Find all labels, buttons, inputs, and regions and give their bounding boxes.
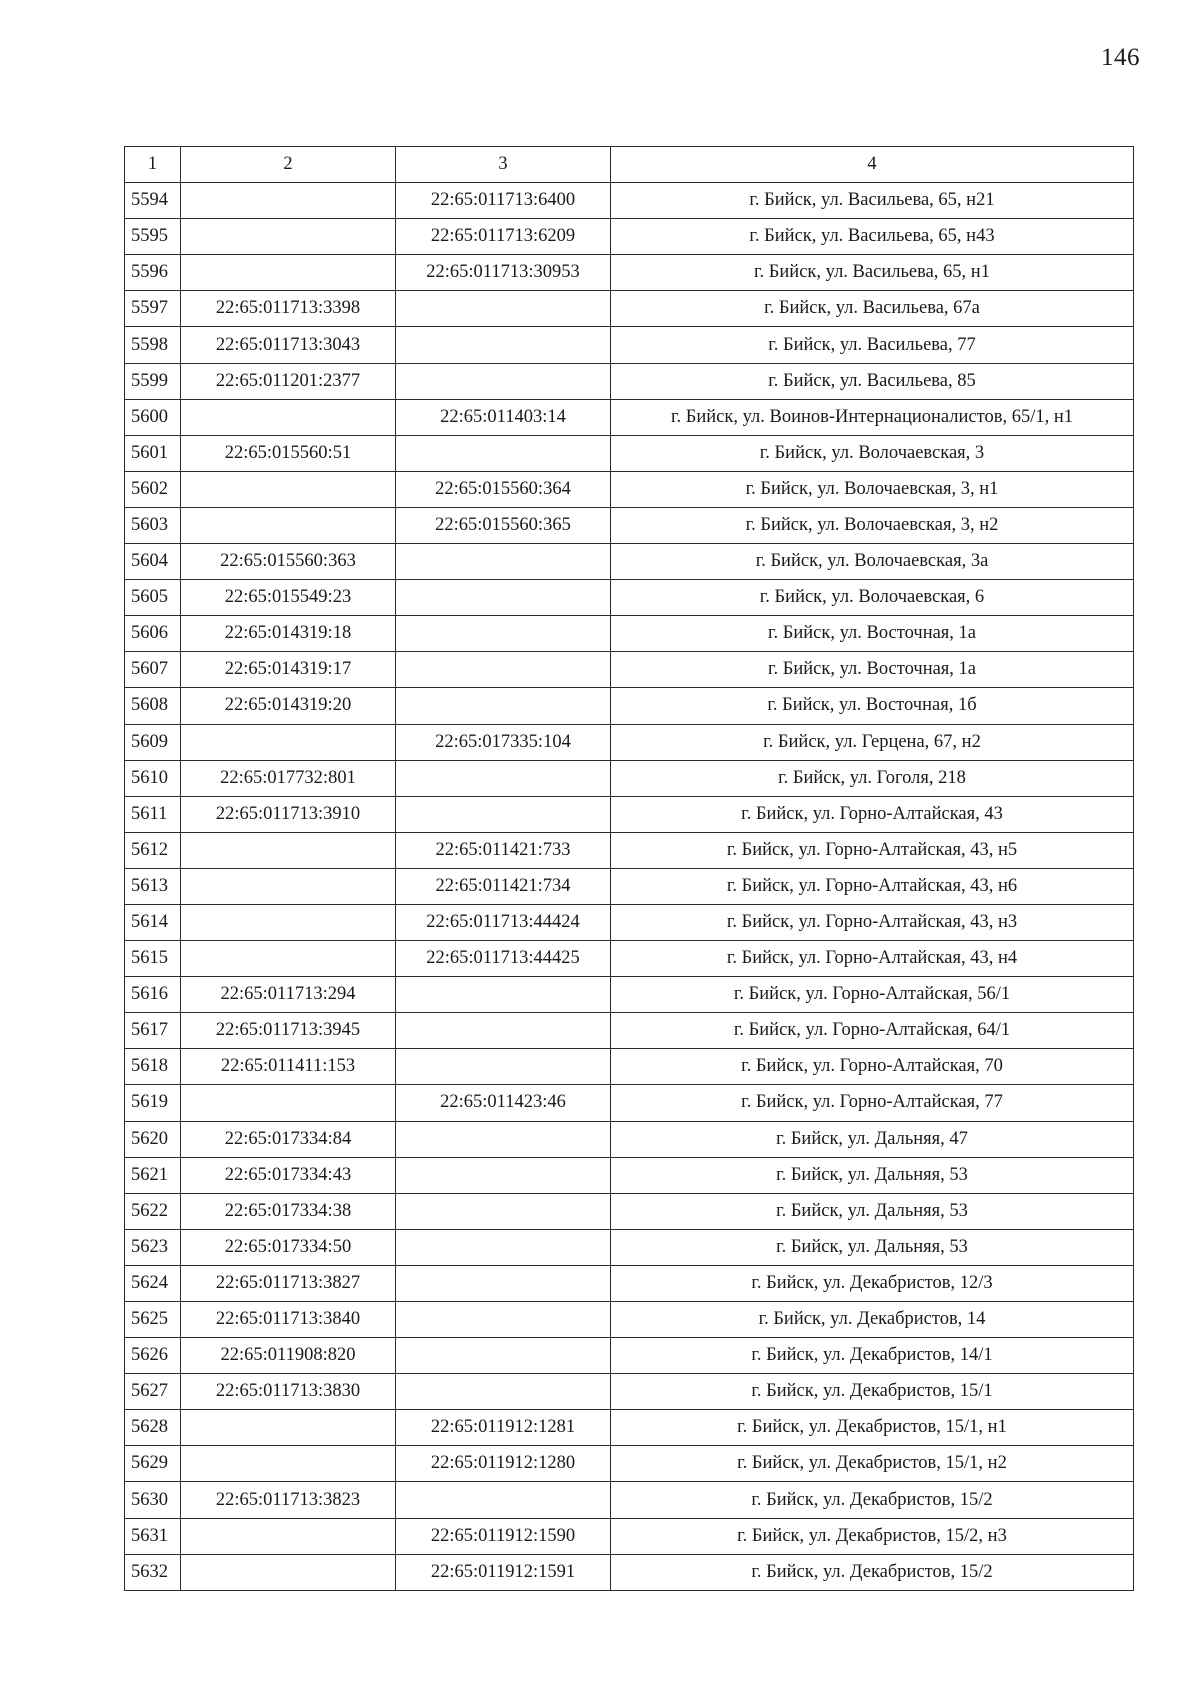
row-number-cell: 5598	[125, 327, 181, 363]
cadastral-number-cell: 22:65:017334:38	[181, 1193, 396, 1229]
address-cell: г. Бийск, ул. Декабристов, 15/1	[611, 1374, 1134, 1410]
address-cell: г. Бийск, ул. Гоголя, 218	[611, 760, 1134, 796]
cadastral-number-cell: 22:65:015549:23	[181, 580, 396, 616]
row-number-cell: 5622	[125, 1193, 181, 1229]
table-row	[125, 760, 1134, 796]
row-number-cell: 5624	[125, 1265, 181, 1301]
cadastral-number-alt-cell	[396, 1374, 611, 1410]
cadastral-number-cell: 22:65:011713:3840	[181, 1302, 396, 1338]
table-row	[125, 580, 1134, 616]
header-cell-1: 1	[125, 147, 181, 183]
cadastral-number-alt-cell: 22:65:011912:1280	[396, 1446, 611, 1482]
cadastral-number-cell	[181, 832, 396, 868]
row-number-cell: 5627	[125, 1374, 181, 1410]
row-number-cell: 5597	[125, 291, 181, 327]
address-cell: г. Бийск, ул. Герцена, 67, н2	[611, 724, 1134, 760]
row-number-cell: 5620	[125, 1121, 181, 1157]
table-row	[125, 399, 1134, 435]
row-number-cell: 5606	[125, 616, 181, 652]
table-row	[125, 507, 1134, 543]
cadastral-number-alt-cell	[396, 616, 611, 652]
table-row	[125, 1554, 1134, 1590]
row-number-cell: 5605	[125, 580, 181, 616]
table-row	[125, 832, 1134, 868]
cadastral-number-cell	[181, 904, 396, 940]
cadastral-number-cell: 22:65:011713:3830	[181, 1374, 396, 1410]
cadastral-number-cell: 22:65:017334:50	[181, 1229, 396, 1265]
address-cell: г. Бийск, ул. Горно-Алтайская, 56/1	[611, 977, 1134, 1013]
cadastral-number-alt-cell	[396, 544, 611, 580]
address-cell: г. Бийск, ул. Горно-Алтайская, 43, н3	[611, 904, 1134, 940]
table-row	[125, 688, 1134, 724]
cadastral-number-alt-cell	[396, 977, 611, 1013]
table-row	[125, 941, 1134, 977]
address-cell: г. Бийск, ул. Восточная, 1б	[611, 688, 1134, 724]
cadastral-number-alt-cell	[396, 1049, 611, 1085]
table-row	[125, 977, 1134, 1013]
table-row	[125, 724, 1134, 760]
row-number-cell: 5617	[125, 1013, 181, 1049]
row-number-cell: 5594	[125, 183, 181, 219]
page-number: 146	[1101, 44, 1140, 71]
cadastral-number-alt-cell: 22:65:011421:734	[396, 868, 611, 904]
row-number-cell: 5630	[125, 1482, 181, 1518]
row-number-cell: 5632	[125, 1554, 181, 1590]
address-cell: г. Бийск, ул. Волочаевская, 6	[611, 580, 1134, 616]
cadastral-number-alt-cell: 22:65:011713:44425	[396, 941, 611, 977]
table-row	[125, 904, 1134, 940]
address-cell: г. Бийск, ул. Воинов-Интернационалистов, 65/1, н1	[611, 399, 1134, 435]
address-cell: г. Бийск, ул. Волочаевская, 3	[611, 435, 1134, 471]
cadastral-number-alt-cell	[396, 580, 611, 616]
cadastral-number-cell: 22:65:014319:17	[181, 652, 396, 688]
row-number-cell: 5603	[125, 507, 181, 543]
address-cell: г. Бийск, ул. Горно-Алтайская, 43	[611, 796, 1134, 832]
cadastral-number-cell: 22:65:017334:43	[181, 1157, 396, 1193]
table-row	[125, 1013, 1134, 1049]
table-row	[125, 1302, 1134, 1338]
cadastral-number-alt-cell: 22:65:011713:44424	[396, 904, 611, 940]
cadastral-number-alt-cell	[396, 435, 611, 471]
row-number-cell: 5607	[125, 652, 181, 688]
table-row	[125, 291, 1134, 327]
table-row	[125, 1193, 1134, 1229]
row-number-cell: 5602	[125, 471, 181, 507]
cadastral-number-alt-cell	[396, 363, 611, 399]
header-row	[125, 147, 1134, 183]
address-cell: г. Бийск, ул. Васильева, 65, н1	[611, 255, 1134, 291]
address-cell: г. Бийск, ул. Декабристов, 15/2	[611, 1482, 1134, 1518]
cadastral-number-alt-cell	[396, 1338, 611, 1374]
cadastral-number-cell	[181, 724, 396, 760]
row-number-cell: 5625	[125, 1302, 181, 1338]
cadastral-number-alt-cell: 22:65:011423:46	[396, 1085, 611, 1121]
address-cell: г. Бийск, ул. Васильева, 65, н21	[611, 183, 1134, 219]
address-cell: г. Бийск, ул. Дальняя, 47	[611, 1121, 1134, 1157]
table-row	[125, 1085, 1134, 1121]
row-number-cell: 5615	[125, 941, 181, 977]
table-body	[125, 183, 1134, 1591]
cadastral-number-alt-cell	[396, 1157, 611, 1193]
address-cell: г. Бийск, ул. Декабристов, 14/1	[611, 1338, 1134, 1374]
cadastral-number-alt-cell	[396, 327, 611, 363]
cadastral-number-alt-cell	[396, 1121, 611, 1157]
table-row	[125, 652, 1134, 688]
table-row	[125, 255, 1134, 291]
cadastral-number-cell	[181, 1518, 396, 1554]
address-cell: г. Бийск, ул. Восточная, 1а	[611, 616, 1134, 652]
address-cell: г. Бийск, ул. Горно-Алтайская, 43, н4	[611, 941, 1134, 977]
row-number-cell: 5609	[125, 724, 181, 760]
cadastral-number-cell: 22:65:014319:20	[181, 688, 396, 724]
row-number-cell: 5600	[125, 399, 181, 435]
address-cell: г. Бийск, ул. Васильева, 65, н43	[611, 219, 1134, 255]
row-number-cell: 5616	[125, 977, 181, 1013]
table-row	[125, 1049, 1134, 1085]
cadastral-number-alt-cell	[396, 688, 611, 724]
cadastral-number-cell	[181, 399, 396, 435]
address-cell: г. Бийск, ул. Горно-Алтайская, 70	[611, 1049, 1134, 1085]
registry-table	[124, 146, 1134, 1591]
table-row	[125, 1121, 1134, 1157]
table-row	[125, 1157, 1134, 1193]
cadastral-number-cell	[181, 1410, 396, 1446]
row-number-cell: 5626	[125, 1338, 181, 1374]
row-number-cell: 5601	[125, 435, 181, 471]
cadastral-number-cell: 22:65:011713:294	[181, 977, 396, 1013]
cadastral-number-cell: 22:65:017334:84	[181, 1121, 396, 1157]
cadastral-number-cell: 22:65:011201:2377	[181, 363, 396, 399]
cadastral-number-alt-cell: 22:65:011713:6400	[396, 183, 611, 219]
row-number-cell: 5595	[125, 219, 181, 255]
address-cell: г. Бийск, ул. Васильева, 77	[611, 327, 1134, 363]
cadastral-number-cell: 22:65:011713:3823	[181, 1482, 396, 1518]
cadastral-number-alt-cell: 22:65:011403:14	[396, 399, 611, 435]
address-cell: г. Бийск, ул. Декабристов, 15/1, н1	[611, 1410, 1134, 1446]
row-number-cell: 5628	[125, 1410, 181, 1446]
address-cell: г. Бийск, ул. Дальняя, 53	[611, 1193, 1134, 1229]
table-row	[125, 1229, 1134, 1265]
table-row	[125, 363, 1134, 399]
address-cell: г. Бийск, ул. Волочаевская, 3а	[611, 544, 1134, 580]
cadastral-number-cell: 22:65:014319:18	[181, 616, 396, 652]
address-cell: г. Бийск, ул. Дальняя, 53	[611, 1157, 1134, 1193]
table-row	[125, 435, 1134, 471]
address-cell: г. Бийск, ул. Декабристов, 12/3	[611, 1265, 1134, 1301]
cadastral-number-alt-cell: 22:65:011912:1281	[396, 1410, 611, 1446]
cadastral-number-alt-cell	[396, 760, 611, 796]
header-cell-2: 2	[181, 147, 396, 183]
cadastral-number-cell	[181, 1554, 396, 1590]
cadastral-number-cell: 22:65:011713:3945	[181, 1013, 396, 1049]
row-number-cell: 5623	[125, 1229, 181, 1265]
cadastral-number-alt-cell: 22:65:015560:364	[396, 471, 611, 507]
row-number-cell: 5614	[125, 904, 181, 940]
cadastral-number-alt-cell: 22:65:011421:733	[396, 832, 611, 868]
cadastral-number-alt-cell	[396, 1229, 611, 1265]
row-number-cell: 5612	[125, 832, 181, 868]
cadastral-number-alt-cell	[396, 796, 611, 832]
cadastral-number-alt-cell	[396, 652, 611, 688]
cadastral-number-cell: 22:65:017732:801	[181, 760, 396, 796]
table-row	[125, 616, 1134, 652]
cadastral-number-cell: 22:65:015560:363	[181, 544, 396, 580]
cadastral-number-alt-cell	[396, 1302, 611, 1338]
row-number-cell: 5611	[125, 796, 181, 832]
cadastral-number-cell	[181, 219, 396, 255]
cadastral-number-cell: 22:65:011713:3043	[181, 327, 396, 363]
header-cell-4: 4	[611, 147, 1134, 183]
cadastral-number-cell	[181, 1085, 396, 1121]
table-row	[125, 796, 1134, 832]
table-row	[125, 327, 1134, 363]
address-cell: г. Бийск, ул. Горно-Алтайская, 77	[611, 1085, 1134, 1121]
cadastral-number-alt-cell: 22:65:011912:1591	[396, 1554, 611, 1590]
row-number-cell: 5596	[125, 255, 181, 291]
address-cell: г. Бийск, ул. Декабристов, 15/2	[611, 1554, 1134, 1590]
cadastral-number-cell	[181, 183, 396, 219]
cadastral-number-alt-cell: 22:65:015560:365	[396, 507, 611, 543]
address-cell: г. Бийск, ул. Горно-Алтайская, 43, н5	[611, 832, 1134, 868]
cadastral-number-cell: 22:65:011411:153	[181, 1049, 396, 1085]
cadastral-number-cell	[181, 868, 396, 904]
address-cell: г. Бийск, ул. Декабристов, 15/2, н3	[611, 1518, 1134, 1554]
row-number-cell: 5613	[125, 868, 181, 904]
row-number-cell: 5631	[125, 1518, 181, 1554]
address-cell: г. Бийск, ул. Горно-Алтайская, 64/1	[611, 1013, 1134, 1049]
row-number-cell: 5608	[125, 688, 181, 724]
address-cell: г. Бийск, ул. Декабристов, 14	[611, 1302, 1134, 1338]
row-number-cell: 5604	[125, 544, 181, 580]
address-cell: г. Бийск, ул. Васильева, 67а	[611, 291, 1134, 327]
cadastral-number-cell: 22:65:011908:820	[181, 1338, 396, 1374]
cadastral-number-alt-cell: 22:65:011912:1590	[396, 1518, 611, 1554]
address-cell: г. Бийск, ул. Декабристов, 15/1, н2	[611, 1446, 1134, 1482]
address-cell: г. Бийск, ул. Дальняя, 53	[611, 1229, 1134, 1265]
cadastral-number-alt-cell: 22:65:017335:104	[396, 724, 611, 760]
table-row	[125, 183, 1134, 219]
table-row	[125, 1338, 1134, 1374]
row-number-cell: 5619	[125, 1085, 181, 1121]
row-number-cell: 5610	[125, 760, 181, 796]
cadastral-number-alt-cell	[396, 1193, 611, 1229]
address-cell: г. Бийск, ул. Восточная, 1а	[611, 652, 1134, 688]
cadastral-number-cell	[181, 471, 396, 507]
table-row	[125, 1410, 1134, 1446]
header-cell-3: 3	[396, 147, 611, 183]
address-cell: г. Бийск, ул. Волочаевская, 3, н1	[611, 471, 1134, 507]
cadastral-number-cell	[181, 1446, 396, 1482]
table-row	[125, 1518, 1134, 1554]
cadastral-number-alt-cell: 22:65:011713:30953	[396, 255, 611, 291]
row-number-cell: 5599	[125, 363, 181, 399]
table-row	[125, 868, 1134, 904]
table-row	[125, 1374, 1134, 1410]
address-cell: г. Бийск, ул. Горно-Алтайская, 43, н6	[611, 868, 1134, 904]
cadastral-number-cell: 22:65:011713:3398	[181, 291, 396, 327]
table-row	[125, 219, 1134, 255]
cadastral-number-cell: 22:65:015560:51	[181, 435, 396, 471]
cadastral-number-alt-cell	[396, 291, 611, 327]
row-number-cell: 5618	[125, 1049, 181, 1085]
cadastral-number-alt-cell	[396, 1482, 611, 1518]
cadastral-number-cell	[181, 255, 396, 291]
table-row	[125, 1446, 1134, 1482]
table-row	[125, 1265, 1134, 1301]
address-cell: г. Бийск, ул. Васильева, 85	[611, 363, 1134, 399]
table-row	[125, 1482, 1134, 1518]
cadastral-number-alt-cell	[396, 1265, 611, 1301]
cadastral-number-cell: 22:65:011713:3910	[181, 796, 396, 832]
table-row	[125, 544, 1134, 580]
cadastral-number-cell	[181, 941, 396, 977]
cadastral-number-cell: 22:65:011713:3827	[181, 1265, 396, 1301]
row-number-cell: 5629	[125, 1446, 181, 1482]
row-number-cell: 5621	[125, 1157, 181, 1193]
table-row	[125, 471, 1134, 507]
address-cell: г. Бийск, ул. Волочаевская, 3, н2	[611, 507, 1134, 543]
cadastral-number-alt-cell: 22:65:011713:6209	[396, 219, 611, 255]
cadastral-number-cell	[181, 507, 396, 543]
cadastral-number-alt-cell	[396, 1013, 611, 1049]
